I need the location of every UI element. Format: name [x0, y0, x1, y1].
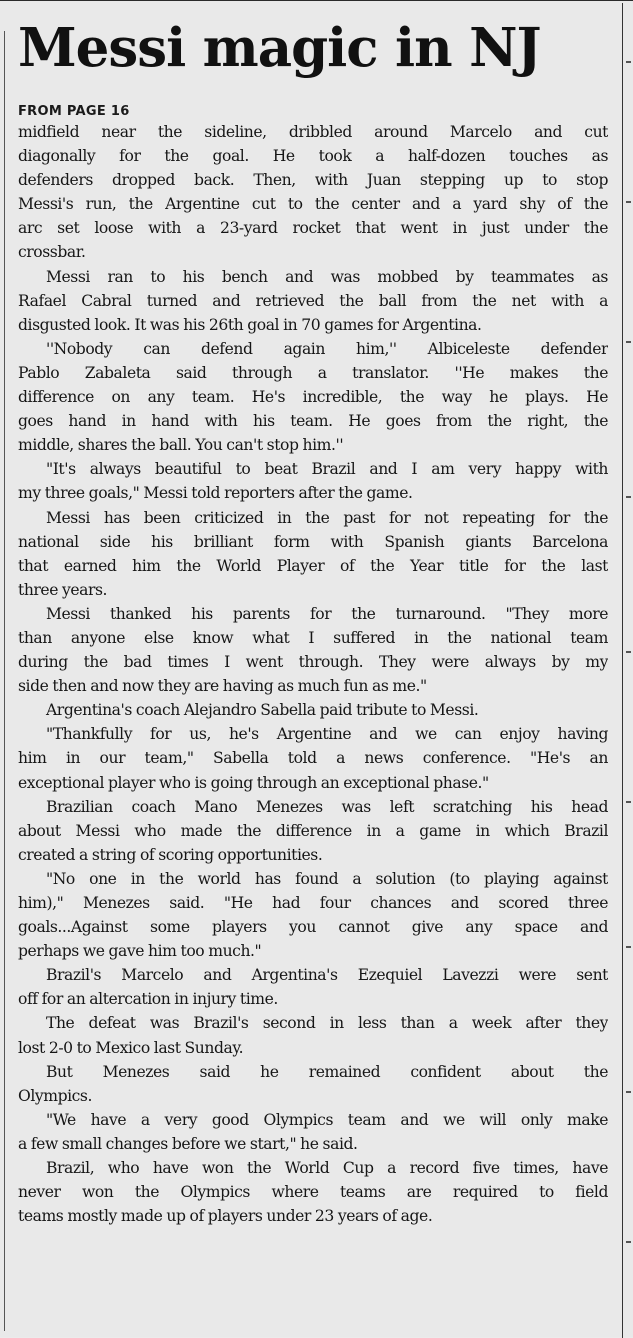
text-line: Rafael Cabral turned and retrieved the ball from the net with a: [18, 291, 608, 310]
text-line: about Messi who made the difference in a game in which Brazil: [18, 821, 608, 840]
text-line: midfield near the sideline, dribbled around Marcelo and cut: [18, 123, 608, 141]
text-line: exceptional player who is going through an exceptional phase.": [18, 773, 489, 792]
text-line: a few small changes before we start," he said.: [18, 1134, 358, 1153]
text-line: Messi ran to his bench and was mobbed by teammates as: [46, 267, 608, 286]
text-line: three years.: [18, 580, 108, 599]
text-line: perhaps we gave him too much.": [18, 942, 262, 961]
text-line: side then and now they are having as much fun as me.": [18, 677, 427, 696]
text-line: "We have a very good Olympics team and we will only make: [46, 1110, 608, 1129]
article-paragraph: [18, 963, 608, 1011]
text-line: ''Nobody can defend again him,'' Albiceleste defender: [46, 339, 608, 358]
text-line: goals...Against some players you cannot give any space and: [18, 918, 608, 937]
text-line: Messi has been criticized in the past for not repeating for the: [46, 508, 608, 527]
jump-label: FROM PAGE 16: [18, 104, 130, 119]
article-paragraph: [18, 1156, 608, 1228]
adjacent-column-edge: [626, 41, 633, 1331]
text-line: off for an altercation in injury time.: [18, 990, 278, 1009]
text-line: "No one in the world has found a solution (to playing against: [46, 869, 608, 888]
column-rule-right: [622, 3, 623, 1338]
article-paragraph: [18, 1011, 608, 1059]
text-line: my three goals," Messi told reporters after the game.: [18, 484, 413, 503]
article-paragraph: [18, 337, 608, 457]
text-line: crossbar.: [18, 243, 86, 262]
text-line: middle, shares the ball. You can't stop him.'': [18, 436, 344, 455]
text-line: Olympics.: [18, 1086, 92, 1105]
text-line: defenders dropped back. Then, with Juan stepping up to stop: [18, 171, 608, 190]
text-line: lost 2-0 to Mexico last Sunday.: [18, 1038, 244, 1057]
text-line: national side his brilliant form with Spanish giants Barcelona: [18, 532, 608, 551]
text-line: than anyone else know what I suffered in the national team: [18, 628, 608, 647]
article-paragraph: [18, 265, 608, 337]
text-line: The defeat was Brazil's second in less than a week after they: [46, 1014, 608, 1033]
article-paragraph: [18, 602, 608, 698]
text-line: But Menezes said he remained confident about the: [46, 1062, 608, 1081]
article: [18, 17, 608, 1228]
text-line: "Thankfully for us, he's Argentine and we can enjoy having: [46, 725, 608, 744]
article-paragraph: [18, 698, 608, 722]
text-line: that earned him the World Player of the Year title for the last: [18, 556, 608, 575]
text-line: Brazil's Marcelo and Argentina's Ezequiel Lavezzi were sent: [46, 966, 608, 985]
article-paragraph: [18, 457, 608, 505]
text-line: Brazil, who have won the World Cup a record five times, have: [46, 1159, 608, 1178]
article-paragraph: [18, 722, 608, 794]
text-line: him)," Menezes said. "He had four chances and scored three: [18, 894, 608, 912]
article-paragraph: [18, 506, 608, 602]
article-body: [18, 120, 608, 1228]
text-line: Messi thanked his parents for the turnaround. "They more: [46, 604, 608, 623]
article-paragraph: [18, 1108, 608, 1156]
text-line: Argentina's coach Alejandro Sabella paid tribute to Messi.: [46, 701, 479, 720]
text-line: disgusted look. It was his 26th goal in 70 games for Argentina.: [18, 315, 482, 334]
text-line: him in our team," Sabella told a news conference. "He's an: [18, 749, 608, 768]
article-paragraph: [18, 795, 608, 867]
text-line: created a string of scoring opportunities.: [18, 845, 323, 864]
text-line: difference on any team. He's incredible, the way he plays. He: [18, 388, 608, 407]
text-line: Pablo Zabaleta said through a translator. ''He makes the: [18, 363, 608, 382]
text-line: "It's always beautiful to beat Brazil and I am very happy with: [46, 460, 608, 479]
text-line: never won the Olympics where teams are required to field: [18, 1183, 608, 1202]
text-line: teams mostly made up of players under 23 years of age.: [18, 1207, 433, 1226]
article-paragraph: [18, 120, 608, 265]
column-rule-left: [4, 31, 5, 1331]
text-line: Brazilian coach Mano Menezes was left scratching his head: [46, 797, 608, 816]
text-line: goes hand in hand with his team. He goes from the right, the: [18, 412, 608, 431]
article-paragraph: [18, 1060, 608, 1108]
text-line: during the bad times I went through. They were always by my: [18, 653, 608, 672]
text-line: arc set loose with a 23-yard rocket that went in just under the: [18, 219, 608, 238]
headline: Messi magic in NJ: [18, 17, 541, 79]
text-line: diagonally for the goal. He took a half-dozen touches as: [18, 147, 608, 166]
text-line: Messi's run, the Argentine cut to the center and a yard shy of the: [18, 195, 608, 214]
article-paragraph: [18, 867, 608, 963]
